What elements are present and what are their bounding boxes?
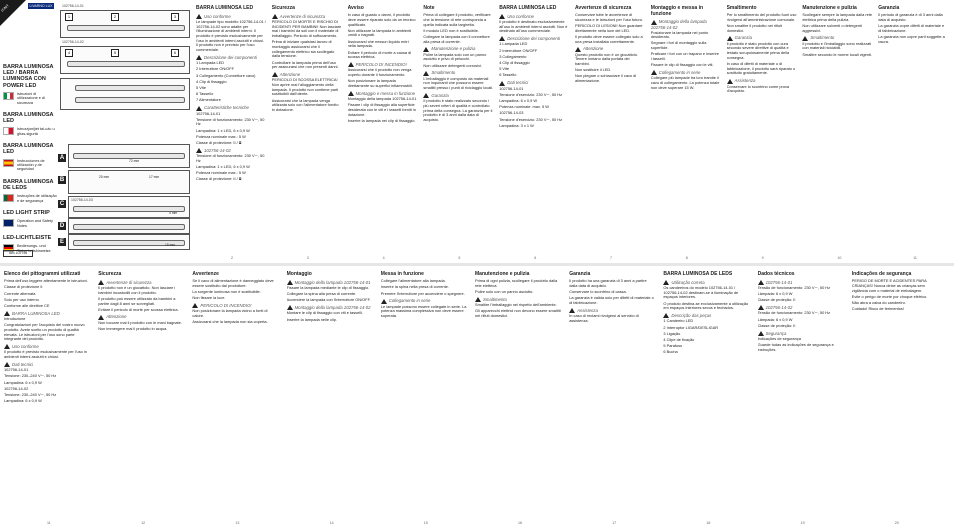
warning-triangle-icon xyxy=(499,81,505,86)
paragraph: Conforme alle direttive CE xyxy=(4,302,50,308)
paragraph: 4 Clip di fissaggio xyxy=(196,78,227,84)
section-heading: Segurança xyxy=(758,331,844,336)
dimension-label: 15 mm xyxy=(165,243,176,247)
section-heading: Uso conforme xyxy=(4,344,90,349)
paragraph: PERIGO DE MORTE E ACIDENTES PARA CRIANÇAS! Nunca deixe as crianças sem vigilância com o material de embalagem. xyxy=(851,278,927,293)
text-column xyxy=(287,270,373,522)
paragraph: Prima di iniziare qualsiasi lavoro di montaggio assicurarsi che il collegamento elettrico sia scollegato dalla tensione. xyxy=(271,39,335,59)
section-heading: Smaltimento xyxy=(802,35,872,40)
language-title: BARRA LUMINOSA LED xyxy=(3,143,54,156)
paragraph: In caso di guasto o danni, il prodotto deve essere riparato solo da un tecnico qualificato. xyxy=(347,12,416,27)
page-number: 19 xyxy=(800,521,805,525)
text-column xyxy=(758,270,844,522)
paragraph: Lampadina: 6 x 0,9 W xyxy=(4,398,42,404)
section-heading: Attenzione xyxy=(98,314,184,319)
paragraph: Tensione di funzionamento: 230 V∼, 50 Hz xyxy=(196,153,265,163)
section-heading: Garanzia xyxy=(727,35,797,40)
page-number: 2 xyxy=(231,256,233,260)
page-number: 18 xyxy=(706,521,711,525)
paragraph: Non utilizzare la lampada in ambienti umidi o bagnati. xyxy=(347,27,412,38)
page-number: 9 xyxy=(761,256,764,260)
paragraph: Collegare la lampada con il connettore alla presa di corrente. xyxy=(423,33,490,44)
paragraph: 2 Interruptor LIGAR/DESLIGAR xyxy=(663,324,719,330)
figure-code: 102756-14-03 xyxy=(71,198,93,202)
dimension-label: 20 mm xyxy=(99,175,110,179)
paragraph: Tensão de funcionamento: 230 V∼, 50 Hz xyxy=(757,284,831,290)
paragraph: Montaggio della lampada 102756-14-01 xyxy=(347,95,417,101)
column-title: Garanzia xyxy=(569,271,591,277)
section-heading: 102756-14-02 xyxy=(758,305,844,310)
section-heading: Garanzia xyxy=(423,93,493,98)
page-number: 3 xyxy=(306,256,309,260)
paragraph: 3 Collegamento (Connettore cavo) xyxy=(196,72,256,78)
paragraph: Lampadina: 6 x 0,9 W xyxy=(499,97,538,103)
paragraph: Classe di protezione: II / ⧈ xyxy=(196,176,242,182)
text-column xyxy=(423,4,493,256)
paragraph: Solo per uso interno xyxy=(4,296,39,302)
column-title: Manutenzione e pulizia xyxy=(475,271,530,277)
paragraph: Potenza nominale: max. 5 W xyxy=(499,104,549,110)
paragraph: Scollegare sempre la lampada dalla rete elettrica prima della pulizia. xyxy=(802,12,873,22)
language-subtitle: Instrucciones de utilización y de seguridad xyxy=(17,158,45,172)
paragraph: Inserire la spina nella presa di corrente. xyxy=(380,284,449,290)
section-heading: Descrizione dei componenti xyxy=(499,36,569,41)
paragraph: Il prodotto può essere utilizzato da bambini a partire dagli 8 anni se sorvegliati. xyxy=(98,295,176,306)
warning-triangle-icon xyxy=(651,20,657,25)
figure-letter: B xyxy=(59,177,65,183)
paragraph: Pulire la lampada solo con un panno asciutto e privo di pelucchi. xyxy=(423,51,487,62)
paragraph: Il prodotto e l'imballaggio sono realizzati con materiali riciclabili. xyxy=(802,40,872,51)
paragraph: Collegare più lampade tra loro tramite il cavo di collegamento. La potenza totale non deve superare 15 W. xyxy=(650,75,720,90)
paragraph: 4 Clipe de fixação xyxy=(663,336,695,342)
paragraph: Non posizionare la lampada direttamente su superfici infiammabili. xyxy=(347,78,413,88)
paragraph: Smaltire l'imballaggio nel rispetto dell'ambiente. xyxy=(475,302,557,308)
paragraph: Tensione di funzionamento: 230 V∼, 50 Hz xyxy=(196,116,265,127)
warning-triangle-icon xyxy=(196,106,202,111)
section-heading: Descrizione dei componenti xyxy=(196,55,266,60)
section-heading: 102756-14-01 xyxy=(758,280,844,285)
figure-letter: C xyxy=(59,201,65,207)
paragraph: Potenza nominale max.: 5 W xyxy=(196,170,246,176)
paragraph: Il prodotto deve essere collegato solo a una presa installata correttamente. xyxy=(575,33,643,44)
paragraph: Fissare le clip di fissaggio con le viti. xyxy=(650,62,714,68)
page-number: 13 xyxy=(235,521,240,525)
paragraph: Il prodotto non è un giocattolo. Non lasciare i bambini incustoditi con il prodotto. xyxy=(98,284,176,295)
paragraph: Il modulo LED non è sostituibile. xyxy=(423,27,479,33)
text-column xyxy=(348,4,418,256)
callout: 1 xyxy=(65,13,73,21)
section-heading: Attenzione xyxy=(575,46,645,51)
callout: 5 xyxy=(111,49,119,57)
paragraph: 5 Vite xyxy=(196,85,206,91)
figure-letter: A xyxy=(59,155,65,161)
paragraph: Potenza nominale max.: 5 W xyxy=(196,133,246,139)
paragraph: 102756-14-01 xyxy=(4,367,29,373)
paragraph: Posizionare la lampada nel punto desiderato. xyxy=(650,29,709,40)
paragraph: 102756-14-01 xyxy=(196,110,221,116)
paragraph: Il prodotto ha una garanzia di 3 anni a partire dalla data di acquisto. xyxy=(569,278,647,288)
paragraph: Prima di ogni pulizia, scollegare il prodotto dalla rete elettrica. xyxy=(475,278,558,288)
paragraph: Il prodotto è stato prodotto con cura secondo severe direttive di qualità e testato scrupolosamente prima della consegna. xyxy=(726,40,790,60)
section-heading: Uso conforme xyxy=(196,14,266,19)
paragraph: La sorgente luminosa non è sostituibile. xyxy=(192,289,261,294)
paragraph: Conservare tutte le avvertenze di sicurezza e le istruzioni per l'uso futuro. xyxy=(575,12,643,22)
paragraph: Lampadina: 3 x 1 W xyxy=(499,122,534,128)
paragraph: 2 Interruttore ON/OFF xyxy=(196,66,235,72)
paragraph: 7 Alimentatore xyxy=(196,97,221,103)
callout: 4 xyxy=(65,49,73,57)
section-heading: PERICOLO DI INCENDIO! xyxy=(348,62,418,67)
column-title: BARRA LUMINOSA LED xyxy=(196,5,254,11)
column-title: Montaggio e messa in funzione xyxy=(650,5,704,17)
warning-triangle-icon xyxy=(575,47,581,52)
page-number: 8 xyxy=(685,256,688,260)
paragraph: Se il cavo di alimentazione è danneggiato deve essere sostituito dal produttore. xyxy=(192,278,274,288)
ian-code: IAN 102756 xyxy=(3,250,33,257)
text-column xyxy=(381,270,467,522)
paragraph: Tensione d'esercizio: 230 V∼, 50 Hz xyxy=(499,116,563,122)
figure-letter: D xyxy=(59,223,65,229)
paragraph: Prima dell'uso leggere attentamente le istruzioni. xyxy=(4,278,88,284)
column-title: Smaltimento xyxy=(726,5,757,11)
text-column xyxy=(878,4,948,256)
paragraph: Non toccare mai il prodotto con le mani bagnate. xyxy=(98,319,182,325)
text-column xyxy=(499,4,569,256)
page-number: 6 xyxy=(534,256,537,260)
paragraph: Fissare i clip di fissaggio alla superficie desiderata con le viti e i tasselli forniti in dotazione. xyxy=(347,102,416,117)
paragraph: Guarde todas as indicações de segurança e instruções. xyxy=(757,342,834,352)
text-column xyxy=(192,270,278,522)
paragraph: Lâmpada: 6 x 0,9 W xyxy=(757,291,793,297)
bottom-page-spread xyxy=(0,266,954,529)
page-number: 7 xyxy=(610,256,612,260)
page-number: 15 xyxy=(423,521,428,525)
page-number: 4 xyxy=(382,256,385,260)
column-title: Note xyxy=(423,5,435,11)
paragraph: 5 Vite xyxy=(499,66,510,72)
section-heading: Uso conforme xyxy=(499,14,569,19)
paragraph: Lampadina: 6 x 0,9 W xyxy=(4,379,42,385)
language-subtitle: Istruzzjonijiet tal-użu u għas-sigurtà xyxy=(17,127,55,136)
paragraph: Assicurarsi che nessun liquido entri nella lampada. xyxy=(347,38,409,49)
paragraph: Lampadina: 1 x LED, 6 x 0,9 W xyxy=(196,127,250,133)
paragraph: Cuidado! Risco de ferimentos! xyxy=(851,306,904,312)
paragraph: Não abra a caixa do candeeiro. xyxy=(851,299,906,305)
section-heading: Dati tecnici xyxy=(4,362,90,367)
paragraph: Conservare lo scontrino come prova d'acquisto. xyxy=(726,83,790,94)
paragraph: Non piegare o schiacciare il cavo di alimentazione. xyxy=(575,73,637,84)
paragraph: Non utilizzare solventi o detergenti aggressivi. xyxy=(802,23,862,33)
section-heading: PERICOLO DI INCENDIO! xyxy=(192,303,278,308)
page-number: 14 xyxy=(329,521,334,525)
warning-triangle-icon xyxy=(423,71,429,76)
page-number: 20 xyxy=(894,521,899,525)
warning-triangle-icon xyxy=(381,299,387,304)
callout: 3 xyxy=(171,13,179,21)
paragraph: Evite o perigo de morte por choque elétrico. xyxy=(851,293,928,299)
language-title: LED-LICHTLEISTE xyxy=(3,235,52,242)
warning-triangle-icon xyxy=(423,47,429,52)
paragraph: PERICOLO DI SCOSSA ELETTRICA! Non aprire mai l'alloggiamento della lampada. Il prodotto non contiene parti sostituibili dall'utente. xyxy=(271,77,339,97)
paragraph: Controllare la lampada prima dell'uso per assicurarsi che non presenti danni. xyxy=(271,59,339,70)
page-number: 10 xyxy=(837,256,842,260)
paragraph: Questo prodotto non è un giocattolo. Tenere lontano dalla portata dei bambini. xyxy=(575,51,638,67)
text-column xyxy=(196,4,266,256)
paragraph: 102756-14-03 xyxy=(499,110,524,116)
section-heading: Smaltimento xyxy=(423,70,493,75)
column-title: Sicurezza xyxy=(271,5,295,11)
page-number: 11 xyxy=(913,256,917,260)
section-heading: 102756-14-02 xyxy=(196,148,266,153)
paragraph: 6 Tassello xyxy=(499,72,517,78)
paragraph: Classe de proteção: II xyxy=(757,297,796,303)
paragraph: Introduzione xyxy=(4,315,26,321)
paragraph: Il prodotto è stato realizzato secondo i più severi criteri di qualità e controllato prima della consegna. La garanzia per il prodotto è di 3 anni dalla data di acquisto. xyxy=(423,98,493,122)
paragraph: Le lampade tipo modello 102756-14-01 / 102756-14-02 sono adatte per l'illuminazione di ambienti interni. Il prodotto è previsto esclusivamente per l'uso in ambienti interni asciutti e chiusi. Il prodotto non è previsto per l'uso commerciale. xyxy=(196,18,266,53)
callout: 6 xyxy=(171,49,179,57)
column-title: Garanzia xyxy=(878,5,900,11)
paragraph: Non immergere mai il prodotto in acqua. xyxy=(98,326,168,332)
paragraph: 102756-14-01 xyxy=(499,85,524,91)
paragraph: Collegare l'alimentatore alla lampada. xyxy=(380,278,446,284)
column-title: Sicurezza xyxy=(98,271,122,277)
paragraph: Inserire la lampada nei clip di fissaggio. xyxy=(347,117,416,123)
paragraph: Assicurarsi che il prodotto non venga coperto durante il funzionamento. xyxy=(347,67,412,77)
paragraph: Non smaltire il prodotto nei rifiuti domestici. xyxy=(726,23,783,33)
paragraph: Pulire solo con un panno asciutto. xyxy=(475,289,534,294)
paragraph: Classe di protezione: II / ⧈ xyxy=(196,140,242,146)
paragraph: Non utilizzare detergenti corrosivi. xyxy=(423,62,482,68)
text-column xyxy=(651,4,721,256)
paragraph: Tensão de funcionamento: 230 V∼, 50 Hz xyxy=(757,310,831,316)
page-number: 11 xyxy=(47,521,51,525)
corner-tab-text: IT/MT xyxy=(0,3,10,13)
language-title: BARRA LUMINOSA LED xyxy=(3,112,54,125)
section-heading: Utilização correta xyxy=(663,280,749,285)
paragraph: O produto destina-se exclusivamente a utilização em espaços interiores secos e fechados. xyxy=(663,300,749,311)
paragraph: 2 Interruttore ON/OFF xyxy=(499,47,538,53)
paragraph: Assicurarsi che la lampada non sia coperta. xyxy=(192,319,268,325)
column-title: Avvertenze xyxy=(192,271,219,277)
paragraph: 6 Tassello xyxy=(196,91,214,97)
paragraph: Assicurarsi che la lampada venga utilizzata solo con l'alimentatore fornito in dotazione. xyxy=(271,97,339,113)
paragraph: Non fissare la luce. xyxy=(192,295,226,301)
top-text-columns xyxy=(0,0,954,263)
section-heading: Descrição das peças xyxy=(663,313,749,318)
paragraph: Non posizionare la lampada vicino a fonti di calore. xyxy=(192,308,268,318)
section-heading: Collegamento in serie xyxy=(651,70,721,75)
figure-code: 102756-14-01 xyxy=(62,4,84,8)
paragraph: Premere l'interruttore per accendere o spegnere. xyxy=(380,290,465,296)
paragraph: Tensione: 230–240 V∼, 50 Hz xyxy=(4,391,57,397)
paragraph: Montare le clip di fissaggio con viti e tasselli. xyxy=(286,310,363,316)
paragraph: La garanzia copre difetti di materiale e di fabbricazione. xyxy=(878,23,945,33)
paragraph: 5 Parafuso xyxy=(663,343,683,349)
section-heading: Caratteristiche tecniche xyxy=(196,105,266,110)
paragraph: Tensione: 230–240 V∼, 50 Hz xyxy=(4,373,57,379)
page-number: 17 xyxy=(612,521,617,525)
paragraph: 102756-14-02 xyxy=(4,385,29,391)
paragraph: Accendere la lampada con l'interruttore ON/OFF. xyxy=(286,297,371,303)
paragraph: Lampadina: 1 x LED, 6 x 0,9 W xyxy=(196,164,250,169)
bottom-text-columns xyxy=(0,266,954,529)
paragraph: Evitare il pericolo di morte per scossa elettrica. xyxy=(98,306,179,312)
column-title: Indicações de segurança xyxy=(851,271,912,277)
column-title: Messa in funzione xyxy=(380,271,424,277)
paragraph: Prima di collegare il prodotto, verificare che la tensione di rete corrisponda a quella indicata sulla targhetta. xyxy=(423,12,491,27)
paragraph: Congratulazioni per l'acquisto del vostro nuovo prodotto. Avete scelto un prodotto di qualità elevata. Le istruzioni per l'uso sono parte integrante del prodotto. xyxy=(4,322,85,342)
column-title: BARRA LUMINOSA LED xyxy=(499,5,557,11)
paragraph: Corrente alternata xyxy=(4,290,36,296)
paragraph: PERICOLO DI MORTE E RISCHIO DI INCIDENTI PER BAMBINI! Non lasciare mai i bambini da soli con il materiale di imballaggio. Pericolo di soffocamento. xyxy=(271,18,342,39)
dimension-label: 72 mm xyxy=(129,159,140,163)
section-heading: Montaggio e messa in funzione xyxy=(348,91,418,96)
paragraph: Inserire la lampada nelle clip. xyxy=(286,316,337,322)
section-heading: Attenzione xyxy=(272,72,342,77)
warning-triangle-icon xyxy=(727,79,733,84)
section-heading: BARRA LUMINOSA LED xyxy=(4,311,90,316)
page-number: 12 xyxy=(141,521,146,525)
section-heading: Smaltimento xyxy=(475,297,561,302)
section-heading: Assistenza xyxy=(569,308,655,313)
column-title: Avvertenze di sicurezza xyxy=(575,5,632,11)
paragraph: Classe di protezione II xyxy=(4,284,43,290)
column-title: BARRA LUMINOSA DE LEDS xyxy=(663,271,733,277)
paragraph: Il prodotto è destinato esclusivamente all'uso in ambienti interni asciutti. Non è destinato all'uso commerciale. xyxy=(499,18,568,34)
paragraph: Os candeeiros do modelo 102756-14-01 / 102756-14-02 destinam-se à iluminação de espaços interiores. xyxy=(663,284,739,300)
paragraph: Gli apparecchi elettrici non devono essere smaltiti nei rifiuti domestici. xyxy=(475,308,561,318)
section-heading: Dati tecnici xyxy=(499,80,569,85)
paragraph: Le lampade possono essere collegate in serie. La potenza massima complessiva non deve essere superata. xyxy=(380,303,467,318)
language-title: BARRA LUMINOSA LED / BARRA LUMINOSA CON POWER LED xyxy=(3,64,54,89)
text-column xyxy=(663,270,749,522)
paragraph: 3 Collegamento xyxy=(499,53,527,59)
paragraph: 6 Bucha xyxy=(663,349,678,355)
text-column xyxy=(98,270,184,522)
language-title: LED LIGHT STRIP xyxy=(3,210,50,217)
language-subtitle: Istruzioni di utilizzazione e di sicurezza xyxy=(17,91,45,105)
language-subtitle: Bedienungs- und Sicherheitshinweise xyxy=(17,244,51,253)
paragraph: Classe de proteção: II xyxy=(757,322,796,328)
paragraph: Fissare la lampada mediante le clip di fissaggio. xyxy=(286,284,370,290)
section-heading: Collegamento in serie xyxy=(381,298,467,303)
section-heading: Montaggio della lampada 102756-14-02 xyxy=(650,19,707,30)
paragraph: Evitare il pericolo di morte a causa di scossa elettrica. xyxy=(347,49,412,60)
paragraph: In caso di difetti di materiale o di fabbricazione, il prodotto sarà riparato o sostituito gratuitamente. xyxy=(726,61,796,76)
paragraph: Praticare i fori con un trapano e inserire i tasselli. xyxy=(650,51,719,62)
paragraph: Smaltire secondo le norme locali vigenti. xyxy=(802,51,873,57)
dimension-label: 4 mm xyxy=(169,211,178,215)
column-title: Dados técnicos xyxy=(757,271,795,277)
section-heading: Montaggio della lampada 102756-14-02 xyxy=(287,305,373,310)
paragraph: Tensione d'esercizio: 230 V∼, 50 Hz xyxy=(499,91,563,97)
column-title: Montaggio xyxy=(286,271,312,277)
language-subtitle: Operation and Safety Notes xyxy=(17,219,53,228)
section-heading: Avvertenze di sicurezza xyxy=(98,280,184,285)
dimension-label: 17 mm xyxy=(149,175,160,179)
paragraph: Segnare i fori di montaggio sulla superficie. xyxy=(650,40,707,51)
brand-logo-text: LIVARNO LUX xyxy=(29,4,53,8)
section-heading: Assistenza xyxy=(727,78,797,83)
text-column xyxy=(802,4,872,256)
text-column xyxy=(852,270,938,522)
paragraph: In caso di reclami rivolgersi al servizio di assistenza. xyxy=(569,312,639,323)
paragraph: 3 Ligação xyxy=(663,330,681,336)
paragraph: 1 Lampada LED xyxy=(499,41,528,47)
text-column xyxy=(569,270,655,522)
paragraph: Il prodotto è previsto esclusivamente per l'uso in ambienti interni asciutti e chiusi. xyxy=(4,349,87,360)
paragraph: Conservare lo scontrino di cassa. xyxy=(569,289,627,294)
top-page-spread xyxy=(0,0,954,263)
paragraph: La garanzia non copre parti soggette a usura. xyxy=(878,33,945,44)
paragraph: L'imballaggio è composto da materiali non inquinanti che possono essere smaltiti presso i punti di riciclaggio locali. xyxy=(423,75,494,91)
text-column xyxy=(272,4,342,256)
text-column xyxy=(4,270,90,522)
paragraph: 1 Candeeiro LED xyxy=(663,318,694,324)
paragraph: Non sostituire il LED. xyxy=(575,67,612,73)
text-column xyxy=(475,270,561,522)
page-number: 5 xyxy=(458,256,461,260)
section-heading: Montaggio della lampada 102756-14-01 xyxy=(287,280,373,285)
paragraph: Per lo smaltimento del prodotto fuori uso rivolgersi all'amministrazione comunale. xyxy=(726,12,797,22)
paragraph: 1 Lampada LED xyxy=(196,60,225,66)
language-subtitle: Instruções de utilização e de segurança xyxy=(17,194,57,203)
page-number: 16 xyxy=(518,521,522,525)
column-title: Elenco dei pittogrammi utilizzati xyxy=(4,271,81,277)
language-title: BARRA LUMINOSA DE LEDS xyxy=(3,178,54,192)
paragraph: Collegare la spina alla presa di corrente. xyxy=(286,291,357,297)
figure-code: 102756-14-02 xyxy=(62,40,84,44)
section-heading: Avvertenze di sicurezza xyxy=(272,14,342,19)
paragraph: Indicações de segurança xyxy=(757,335,801,341)
column-title: Manutenzione e pulizia xyxy=(802,5,857,11)
paragraph: Il periodo di garanzia è di 3 anni dalla data di acquisto. xyxy=(878,12,943,22)
text-column xyxy=(575,4,645,256)
figure-letter: E xyxy=(59,239,64,245)
column-title: Avviso xyxy=(347,5,364,11)
paragraph: La garanzia è valida solo per difetti di materiale o di fabbricazione. xyxy=(569,295,654,305)
callout: 2 xyxy=(111,13,119,21)
paragraph: 4 Clip di fissaggio xyxy=(499,60,530,66)
paragraph: PERICOLO DI LESIONI! Non guardare direttamente nella luce del LED. xyxy=(575,23,643,33)
paragraph: Lâmpada: 6 x 0,9 W xyxy=(757,316,793,322)
section-heading: Manutenzione e pulizia xyxy=(423,46,493,51)
text-column xyxy=(727,4,797,256)
